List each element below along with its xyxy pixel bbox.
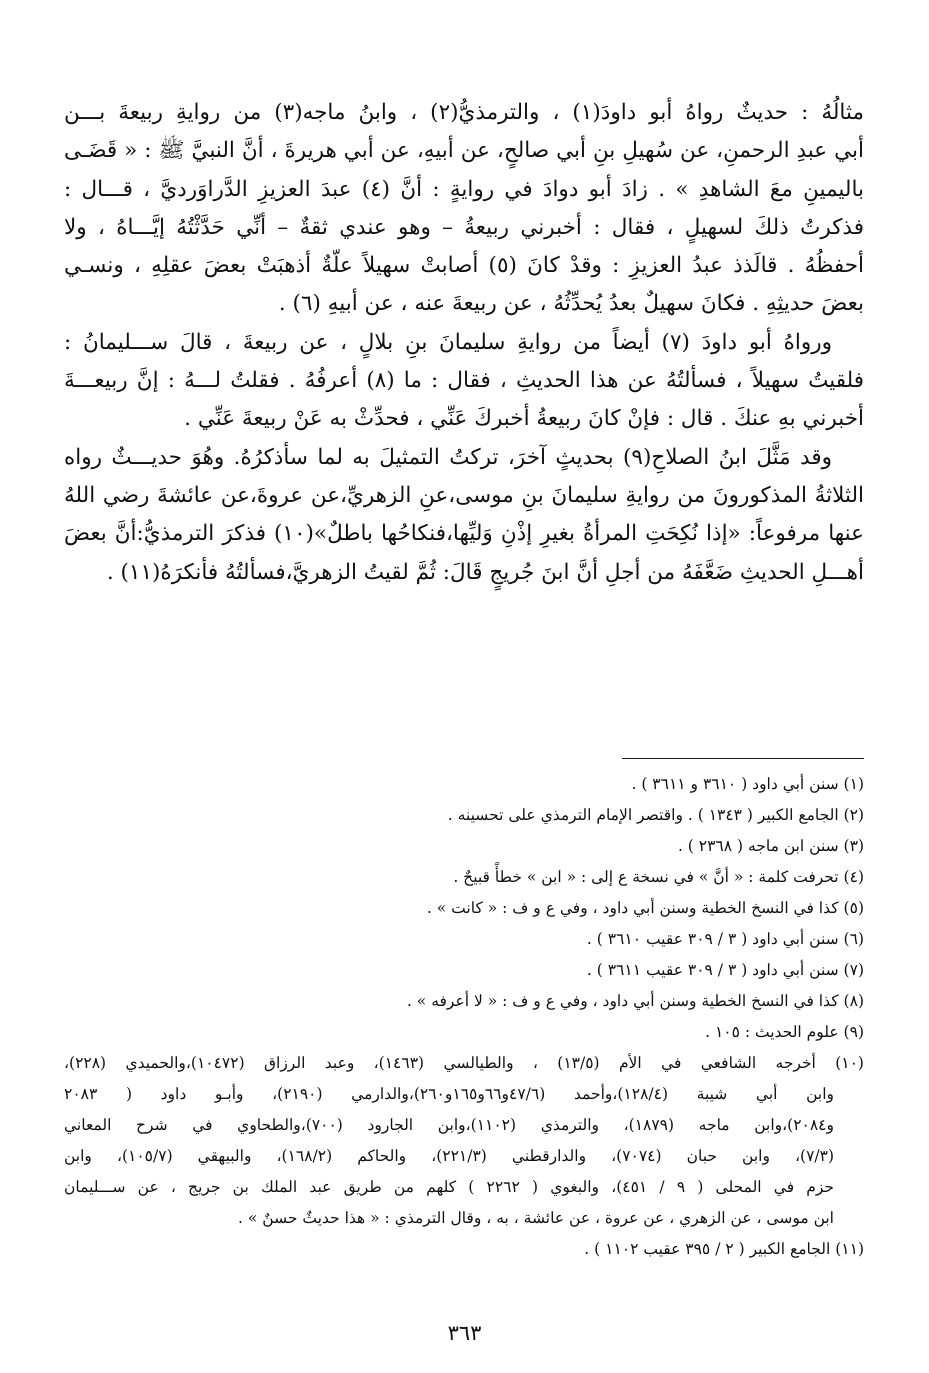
footnote-10-continuation: حزم في المحلى ( ٩ / ٤٥١)، والبغوي ( ٢٢٦٢ ) كلهم من طريق عبد الملك بن جريج ، عن ســـليمان (64, 1178, 835, 1196)
text-line: بعضَ حديثِهِ . فكانَ سهيلٌ بعدُ يُحدِّثُهُ ، عن ربيعةَ عنه ، عن أبيهِ (٦) . (278, 291, 864, 317)
footnote-9: (٩) علوم الحديث : ١٠٥ . (705, 1023, 864, 1041)
text-line: باليمينِ معَ الشاهدِ » . زادَ أبو دوادَ في روايةٍ : أنَّ (٤) عبدَ العزيزِ الدَّراوَرديَّ ، قـــال : (64, 176, 864, 202)
text-line: أبي عبدِ الرحمنِ، عن سُهيلِ بنِ أبي صالحٍ، عن أبيهِ، عن أبي هريرةَ ، أنَّ النبيَّ ﷺ : « قَضَـى (64, 138, 864, 164)
text-line: فلقيتُ سهيلاً ، فسألتُهُ عن هذا الحديثِ ، فقال : ما (٨) أعرفُهُ . فقلتُ لـــهُ : إنَّ ربيعـــةَ (64, 368, 864, 394)
footnote-3: (٣) سنن ابن ماجه ( ٢٣٦٨ ) . (677, 837, 864, 855)
footnote-5: (٥) كذا في النسخ الخطية وسنن أبي داود ، وفي ع و ف : « كانت » . (426, 899, 864, 917)
footnote-10-continuation: و٢٠٨٤)،وابن ماجه (١٨٧٩)، والترمذي (١١٠٢)،وابن الجارود (٧٠٠)،والطحاوي في شرح المعاني (64, 1116, 834, 1134)
text-line: أحفظُهُ . قالَذذ عبدُ العزيزِ : وقدْ كانَ (٥) أصابتْ سهيلاً علّةٌ أذهبَتْ بعضَ عقلِهِ ، ونسـي (64, 253, 864, 279)
text-line: فذكرتُ ذلكَ لسهيلٍ ، فقال : أخبرني ربيعةُ – وهو عندي ثقةٌ – أنِّي حَدَّثْتُهُ إيَّـــاهُ ، ولا (64, 214, 864, 240)
text-line: مثالُهُ : حديثٌ رواهُ أبو داودَ(١) ، والترمذيُّ(٢) ، وابنُ ماجه(٣) من روايةِ ربيعةَ بـــن (64, 100, 864, 125)
text-line: عنها مرفوعاً: «إذا نُكِحَتِ المرأةُ بغيرِ إذْنِ وَليِّها،فنكاحُها باطلٌ»(١٠) فذكرَ الترمذيُّ:أنَّ بعضَ (64, 521, 864, 547)
text-line: أخبرني بهِ عنكَ . قال : فإنْ كانَ ربيعةُ أخبركَ عَنِّي ، فحدِّثْ به عَنْ ربيعةَ عَنِّي . (184, 406, 864, 432)
main-text (64, 94, 864, 592)
footnote-6: (٦) سنن أبي داود ( ٣ / ٣٠٩ عقيب ٣٦١٠ ) . (586, 930, 864, 948)
footnotes (64, 769, 864, 1265)
footnote-2: (٢) الجامع الكبير ( ١٣٤٣ ) . واقتصر الإمام الترمذي على تحسينه . (447, 806, 864, 824)
footnote-10-continuation: وابن أبي شيبة (١٢٨/٤)،وأحمد (٤٧/٦و٦٦و١٦٥و٢٦٠)،والدارمي (٢١٩٠)، وأبـو داود ( ٢٠٨٣ (64, 1085, 834, 1103)
page-number: ٣٦٣ (447, 1321, 482, 1345)
text-line: أهـــلِ الحديثِ ضَعَّفَهُ من أجلِ أنَّ ابنَ جُريجٍ قَالَ: ثُمَّ لقيتُ الزهريَّ،فسألتُهُ فأنكرَهُ(١١) . (106, 559, 864, 585)
footnote-1: (١) سنن أبي داود ( ٣٦١٠ و ٣٦١١ ) . (631, 775, 864, 793)
footnote-8: (٨) كذا في النسخ الخطية وسنن أبي داود ، وفي ع و ف : « لا أعرفه » . (406, 992, 864, 1010)
text-line: الثلاثةُ المذكورونَ من روايةِ سليمانَ بنِ موسى،عنِ الزهريِّ،عن عروةَ،عن عائشةَ رضي اللهُ (64, 482, 864, 508)
text-line: وقد مَثَّلَ ابنُ الصلاحِ(٩) بحديثٍ آخرَ، تركتُ التمثيلَ به لما سأذكرُهُ. وهُوَ حديـــثٌ رواه (64, 444, 832, 470)
footnote-10: (١٠) أخرجه الشافعي في الأم (١٣/٥) ، والطيالسي (١٤٦٣)، وعبد الرزاق (١٠٤٧٢)،والحميدي (٢٢٨)، (64, 1054, 864, 1072)
footnote-11: (١١) الجامع الكبير ( ٢ / ٣٩٥ عقيب ١١٠٢ ) . (584, 1240, 864, 1258)
paragraph-3 (64, 439, 864, 592)
footnote-7: (٧) سنن أبي داود ( ٣ / ٣٠٩ عقيب ٣٦١١ ) . (586, 961, 864, 979)
paragraph-2 (64, 324, 864, 439)
footnote-separator (622, 758, 864, 759)
footnote-10-continuation: (٧/٣)، وابن حبان (٧٠٧٤)، والدارقطني (٢٢١/٣)، والحاكم (١٦٨/٢)، والبيهقي (١٠٥/٧)، وابن (64, 1147, 834, 1165)
paragraph-1 (64, 94, 864, 324)
footnote-4: (٤) تحرفت كلمة : « أنَّ » في نسخة ع إلى : « ابن » خطأً قبيحٌ . (453, 868, 864, 886)
footnote-10-continuation: ابن موسى ، عن الزهري ، عن عروة ، عن عائشة ، به ، وقال الترمذي : « هذا حديثٌ حسنٌ » . (238, 1209, 834, 1227)
text-line: ورواهُ أبو داودَ (٧) أيضاً من روايةِ سليمانَ بنِ بلالٍ ، عن ربيعةَ ، قالَ ســـليمانُ : (64, 329, 832, 355)
